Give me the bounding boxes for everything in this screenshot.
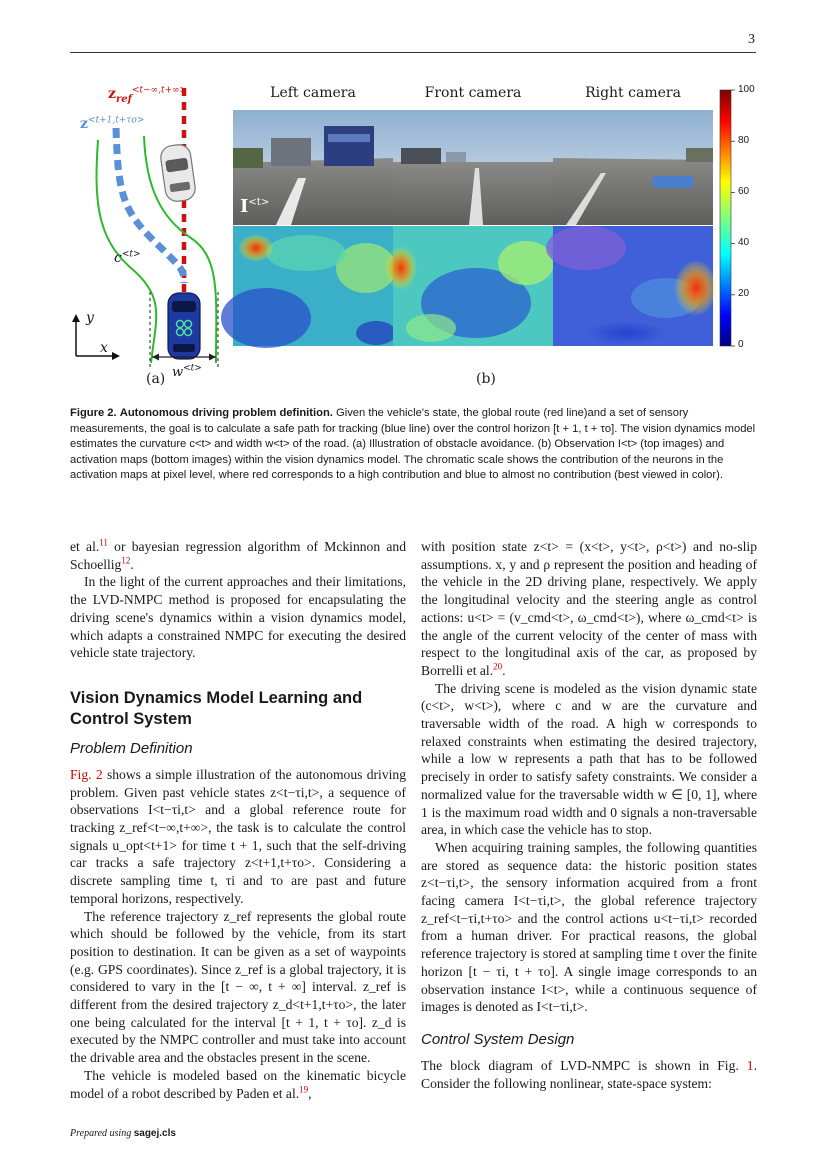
- section-title: Vision Dynamics Model Learning and Control System: [70, 688, 363, 728]
- ego-car-icon: [168, 293, 200, 359]
- paragraph: The reference trajectory z_ref represents the global route which should be followed by the vehicle, from its start position to destination. It can be given as a set of waypoints (e.g. GPS coordinates). Since z_ref is a global trajectory, it is considered to vary in the [t − ∞, t + ∞] interval. z_ref is different from the desired trajectory z_d<t+1,t+τo>, the later one being calculated for the interval [t + 1, t + τo]. z_d is executed by the NMPC controller and must take into account the drivable area and the obstacles present in the scene.: [70, 908, 406, 1066]
- paragraph: In the light of the current approaches and their limitations, the LVD-NMPC method is proposed for encapsulating the driving scene's dynamics within a vision dynamics model, which adapts a constrained NMPC for executing the desired vehicle state trajectory.: [70, 574, 406, 661]
- axis-x-label: x: [100, 340, 108, 356]
- subsection-title: Control System Design: [421, 1030, 575, 1048]
- caption-title: Autonomous driving problem definition.: [119, 407, 333, 419]
- paragraph: et al.$^{11}$ or bayesian regression algorithm of Mckinnon and Schoellig$^{12}$.: [70, 537, 407, 572]
- left-column: [70, 538, 406, 1102]
- axis-y-label: y: [86, 310, 94, 326]
- colorbar-tick-80: 80: [738, 135, 750, 146]
- citation-link[interactable]: 19: [299, 1084, 309, 1095]
- image-observation-label: $I^{<t>}$: [240, 196, 270, 217]
- col-title-left: Left camera: [270, 85, 356, 101]
- colorbar-tick-0: 0: [738, 339, 744, 350]
- col-title-front: Front camera: [424, 85, 522, 101]
- panel-b: [221, 90, 735, 348]
- citation-link[interactable]: 20: [493, 661, 503, 672]
- planned-path-label: $z^{<t+1,t+\tau o>}$: [80, 115, 145, 132]
- citation-link[interactable]: 12: [121, 555, 131, 566]
- header-rule: [70, 52, 756, 53]
- paragraph: The driving scene is modeled as the vision dynamic state (c<t>, w<t>), where c and w are the curvature and traversable width of the road. A high w corresponds to relaxed constraints when estimating the desired trajectory, while a low w represents a path that has to be followed precisely in order to satisfy safety constraints. We consider a normalized value for the traversable width w ∈ [0, 1], where 1 is the maximum road width and 0 signals a non-traversable area, in which case the vehicle has to stop.: [421, 680, 757, 838]
- colorbar-tick-40: 40: [738, 237, 750, 248]
- right-activation-map: [546, 226, 718, 346]
- figure-caption: [70, 406, 758, 484]
- paragraph: with position state z<t> = (x<t>, y<t>, ρ<t>) and no-slip assumptions. x, y and ρ represent the position and heading of the vehicle in the 2D driving plane, respectively. We apply the longitudinal velocity and the steering angle as control actions: u<t> = (v_cmd<t>, ω_cmd<t>), where ω_cmd<t> is the angle of the current velocity of the center of mass with respect to the longitudinal axis of the car, as proposed by Borrelli et al.$^{20}$.: [421, 539, 757, 678]
- subsection-title: Problem Definition: [70, 739, 193, 757]
- left-activation-map: [221, 226, 396, 348]
- paragraph: Fig. 2 shows a simple illustration of the autonomous driving problem. Given past vehicle states z<t−τi,t>, a sequence of observations I<t−τi,t> and a global reference route for tracking z_ref<t−∞,t+∞>, the task is to calculate the control signals u_opt<t+1> for time t + 1, such that the self-driving car tracks a safe trajectory z<t+1,t+τo>. Considering a discrete sampling time t, τi and τo are past and future temporal horizons, respectively.: [70, 766, 406, 906]
- page-number: 3: [748, 32, 755, 47]
- colorbar-tick-100: 100: [738, 84, 755, 95]
- colorbar-tick-20: 20: [738, 288, 750, 299]
- right-column: [421, 538, 757, 1092]
- colorbar: [720, 90, 731, 346]
- colorbar-tick-60: 60: [738, 186, 750, 197]
- panel-a-tag: (a): [146, 371, 166, 387]
- citation-link[interactable]: 11: [99, 537, 108, 548]
- figure-link[interactable]: Fig. 2: [70, 766, 103, 782]
- paragraph: The vehicle is modeled based on the kinematic bicycle model of a robot described by Paden et al.$^{19}$,: [70, 1067, 406, 1101]
- paragraph: The block diagram of LVD-NMPC is shown in Fig. 1. Consider the following nonlinear, state-space system:: [421, 1057, 757, 1091]
- footer: Prepared using sagej.cls: [70, 1128, 176, 1139]
- width-label: $w^{<t>}$: [172, 363, 202, 380]
- caption-label: Figure 2.: [70, 407, 117, 419]
- front-activation-map: [385, 226, 554, 346]
- panel-b-tag: (b): [476, 371, 496, 387]
- reference-route-label: $z_{ref}^{<t-\infty,t+\infty>}$: [108, 85, 188, 105]
- right-camera-image: [553, 110, 713, 225]
- figure-2: [66, 78, 766, 398]
- figure-link[interactable]: 1: [746, 1057, 754, 1073]
- front-camera-image: [393, 110, 553, 225]
- col-title-right: Right camera: [585, 85, 681, 101]
- obstacle-car-icon: [159, 143, 197, 203]
- caption-body: Given the vehicle's state, the global route (red line)and a set of sensory measurements, the goal is to calculate a safe path for tracking (blue line) over the control horizon [t + 1, t + τo]. The vision dynamics model estimates the curvature c<t> and width w<t> of the road. (a) Illustration of obstacle avoidance. (b) Observation I<t> (top images) and activation maps (bottom images) within the vision dynamics model. The chromatic scale shows the contribution of the neurons in the activation maps at pixel level, where red corresponds to a high contribution and blue to almost no contribution (best viewed in color).: [70, 407, 756, 481]
- paragraph: When acquiring training samples, the following quantities are stored as sequence data: the historic position states z<t−τi,t>, the sensory information acquired from a front facing camera I<t−τi,t>, the global reference trajectory z_ref<t−τi,t+τo> and the control actions u<t−τi,t> recorded from a human driver. For practical reasons, the global reference trajectory is stored at sampling time t over the finite horizon [t − τi, t + τo]. A single image corresponds to an observation instance I<t>, while a continuous sequence of images is denoted as I<t−τi,t>.: [421, 839, 757, 1015]
- curvature-label: $c^{<t>}$: [114, 249, 141, 266]
